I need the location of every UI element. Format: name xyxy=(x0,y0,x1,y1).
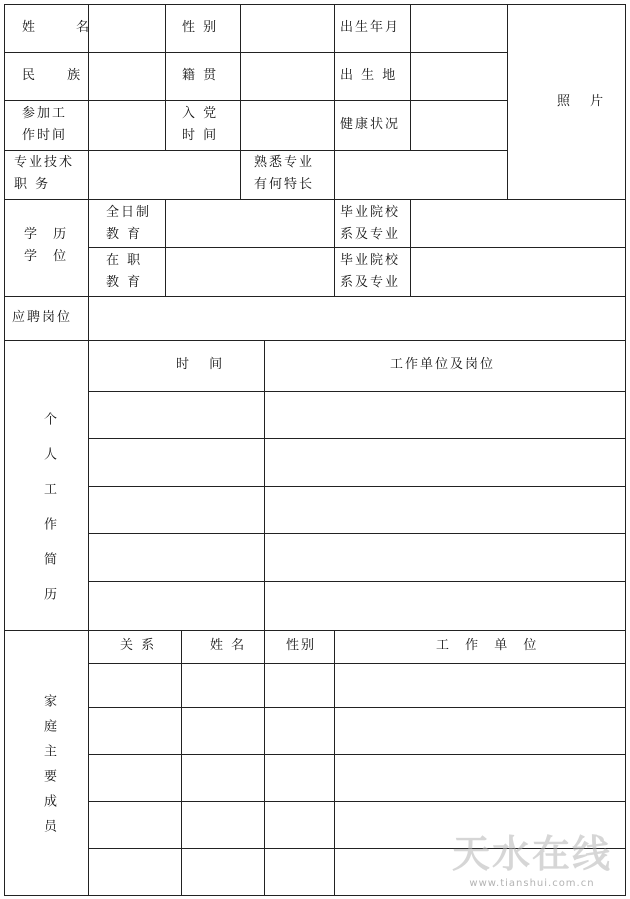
family-gender-input[interactable] xyxy=(264,801,335,849)
specialty-input[interactable] xyxy=(334,150,508,200)
ethnicity-label: 民 族 xyxy=(22,68,95,83)
school1-label: 毕业院校 系及专业 xyxy=(340,205,401,242)
school2-label: 毕业院校 系及专业 xyxy=(340,253,401,290)
family-relation-input[interactable] xyxy=(88,848,182,896)
family-unit-header: 工 作 单 位 xyxy=(436,638,543,653)
native-place-input[interactable] xyxy=(240,52,335,101)
resume-time-input[interactable] xyxy=(88,391,265,439)
work-start-label: 参加工 作时间 xyxy=(22,106,68,143)
family-label: 家庭主要成员 xyxy=(41,694,56,844)
resume-label: 个人工作简历 xyxy=(41,412,56,622)
work-start-input[interactable] xyxy=(88,100,166,151)
photo-label: 照 片 xyxy=(557,94,612,109)
family-relation-input[interactable] xyxy=(88,663,182,708)
family-relation-input[interactable] xyxy=(88,754,182,802)
birth-input[interactable] xyxy=(410,4,508,53)
resume-time-input[interactable] xyxy=(88,581,265,631)
party-join-input[interactable] xyxy=(240,100,335,151)
family-name-input[interactable] xyxy=(181,848,265,896)
birth-label: 出生年月 xyxy=(340,20,401,35)
resume-unit-header: 工作单位及岗位 xyxy=(390,357,496,372)
family-unit-input[interactable] xyxy=(334,754,626,802)
education-label: 学 历 学 位 xyxy=(24,227,73,264)
birthplace-input[interactable] xyxy=(410,52,508,101)
inservice-label: 在 职 教 育 xyxy=(106,253,143,290)
inservice-degree-input[interactable] xyxy=(165,247,335,297)
gender-label: 性 别 xyxy=(182,20,219,35)
gender-input[interactable] xyxy=(240,4,335,53)
title-label: 专业技术 职 务 xyxy=(14,155,75,192)
resume-unit-input[interactable] xyxy=(264,438,626,487)
family-relation-input[interactable] xyxy=(88,707,182,755)
birthplace-label: 出 生 地 xyxy=(340,68,398,83)
party-join-label: 入 党 时 间 xyxy=(182,106,219,143)
watermark-url: www.tianshui.com.cn xyxy=(469,878,595,889)
family-gender-header: 性别 xyxy=(286,638,317,653)
resume-time-input[interactable] xyxy=(88,438,265,487)
position-input[interactable] xyxy=(88,296,626,341)
watermark-logo: 天水在线 xyxy=(451,832,612,876)
family-gender-input[interactable] xyxy=(264,754,335,802)
resume-time-header: 时 间 xyxy=(176,357,231,372)
resume-unit-input[interactable] xyxy=(264,533,626,582)
resume-time-input[interactable] xyxy=(88,486,265,534)
fulltime-label: 全日制 教 育 xyxy=(106,205,152,242)
resume-time-input[interactable] xyxy=(88,533,265,582)
health-input[interactable] xyxy=(410,100,508,151)
ethnicity-input[interactable] xyxy=(88,52,166,101)
family-name-input[interactable] xyxy=(181,707,265,755)
name-label: 姓 名 xyxy=(22,20,104,35)
resume-unit-input[interactable] xyxy=(264,486,626,534)
health-label: 健康状况 xyxy=(340,117,401,132)
family-unit-input[interactable] xyxy=(334,663,626,708)
title-input[interactable] xyxy=(88,150,241,200)
family-gender-input[interactable] xyxy=(264,663,335,708)
native-place-label: 籍 贯 xyxy=(182,68,219,83)
family-gender-input[interactable] xyxy=(264,707,335,755)
school2-input[interactable] xyxy=(410,247,626,297)
family-unit-input[interactable] xyxy=(334,707,626,755)
family-relation-input[interactable] xyxy=(88,801,182,849)
watermark xyxy=(452,823,612,889)
specialty-label: 熟悉专业 有何特长 xyxy=(254,155,315,192)
resume-unit-input[interactable] xyxy=(264,581,626,631)
family-name-header: 姓 名 xyxy=(210,638,247,653)
family-name-input[interactable] xyxy=(181,663,265,708)
resume-unit-input[interactable] xyxy=(264,391,626,439)
school1-input[interactable] xyxy=(410,199,626,248)
family-name-input[interactable] xyxy=(181,801,265,849)
position-label: 应聘岗位 xyxy=(12,310,73,325)
family-name-input[interactable] xyxy=(181,754,265,802)
family-gender-input[interactable] xyxy=(264,848,335,896)
fulltime-degree-input[interactable] xyxy=(165,199,335,248)
family-relation-header: 关 系 xyxy=(120,638,157,653)
